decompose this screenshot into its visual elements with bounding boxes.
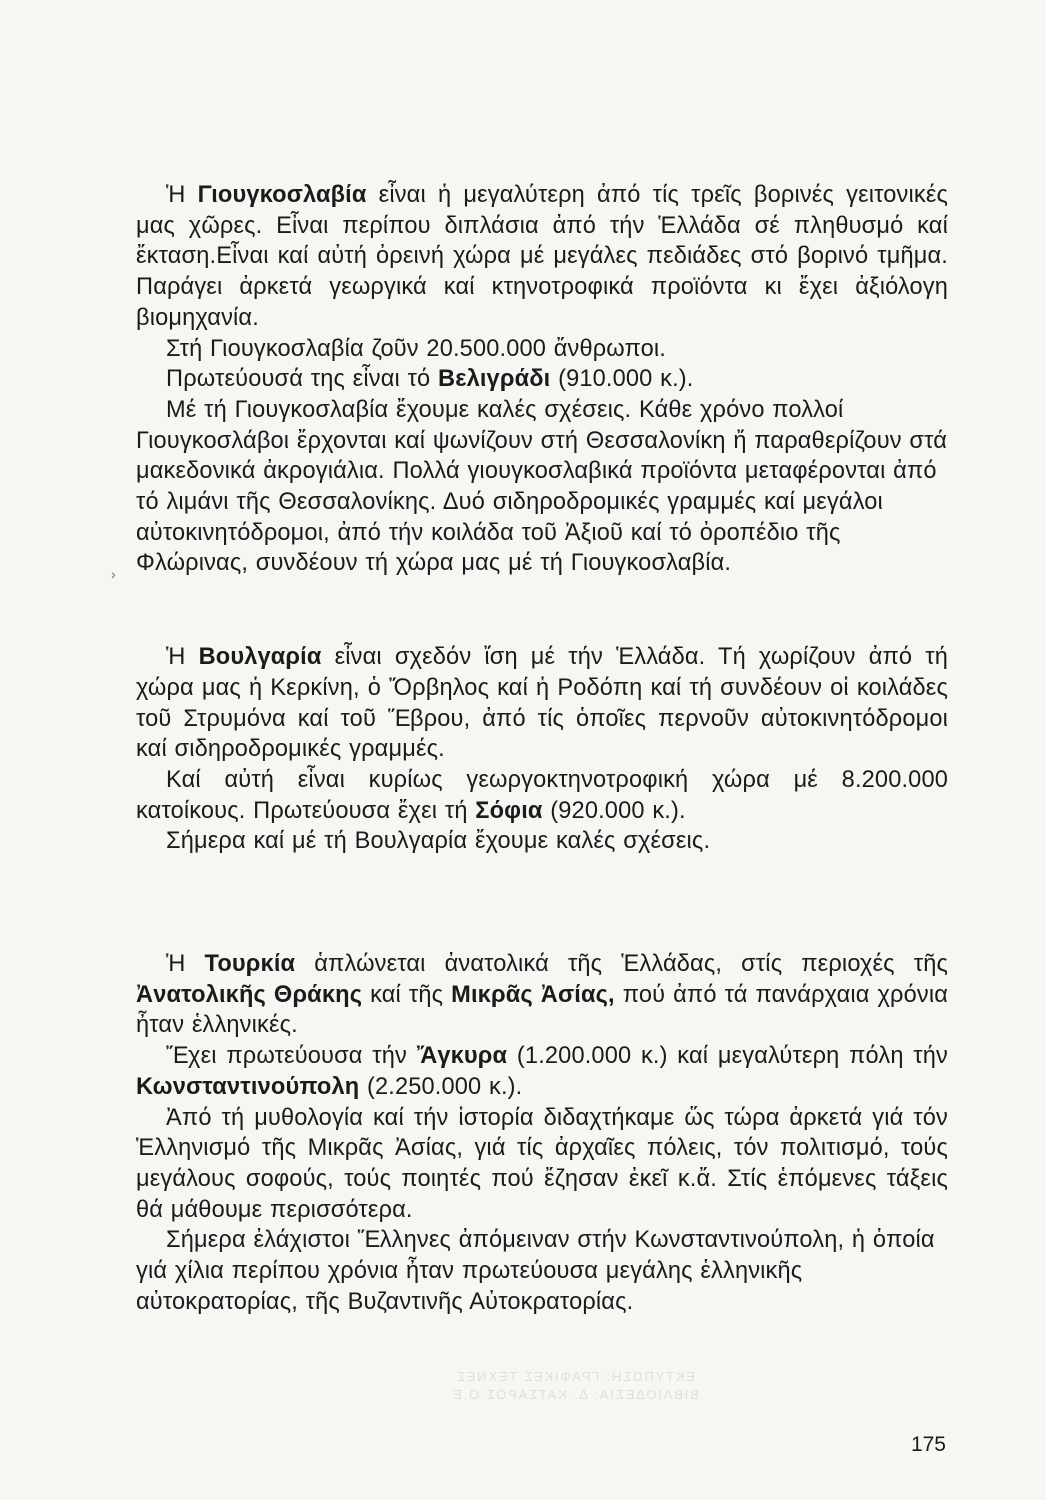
text-run: Πρωτεύουσά της εἶναι τό: [166, 366, 439, 393]
show-through-text: [405, 1368, 745, 1404]
yugoslavia-population-paragraph: Στή Γιουγκοσλαβία ζοῦν 20.500.000 ἄνθρωποι.: [166, 335, 666, 362]
capital-name-ankara: Ἄγκυρα: [416, 1043, 508, 1070]
text-run: Ἡ: [166, 182, 198, 208]
region-name-eastern-thrace: Ἀνατολικῆς Θράκης: [136, 981, 363, 1008]
show-through-line-1: ΕΚΤΥΠΩΣΗ: ΓΡΑΦΙΚΕΣ ΤΕΧΝΕΣ: [455, 1369, 695, 1384]
show-through-line-2: ΒΙΒΛΙΟΔΕΣΙΑ: Δ. ΚΑΤΣΑΡΟΣ Ο.Ε: [451, 1387, 699, 1402]
capital-name-sofia: Σόφια: [475, 797, 543, 824]
text-run: ἁπλώνεται ἀνατολικά τῆς Ἑλλάδας, στίς περιοχές τῆς: [295, 951, 948, 978]
capital-name-belgrade: Βελιγράδι: [438, 366, 551, 393]
section-yugoslavia: [136, 180, 948, 579]
text-run: (910.000 κ.).: [550, 366, 694, 393]
margin-mark: ›: [111, 566, 116, 582]
text-run: (2.250.000 κ.).: [359, 1073, 523, 1100]
country-name-bulgaria: Βουλγαρία: [198, 644, 322, 671]
city-name-constantinople: Κωνσταντινούπολη: [136, 1073, 360, 1100]
section-turkey: [136, 949, 948, 1317]
page-number: 175: [910, 1433, 946, 1456]
page-content: [136, 180, 948, 1318]
region-name-asia-minor: Μικρᾶς Ἀσίας,: [451, 981, 615, 1008]
text-run: (920.000 κ.).: [542, 797, 686, 824]
turkey-history-paragraph: Ἀπό τή μυθολογία καί τήν ἱστορία διδαχτήκαμε ὥς τώρα ἀρκετά γιά τόν Ἑλληνισμό τῆς Μικρᾶς Ἀσίας, γιά τίς ἀρχαῖες πόλεις, τόν πολιτισμό, τούς μεγάλους σοφούς, τούς ποιητές πού ἔζησαν ἐκεῖ κ.ἄ. Στίς ἑπόμενες τάξεις θά μάθουμε περισσότερα.: [136, 1104, 948, 1223]
turkey-capital-paragraph: [136, 1041, 948, 1102]
text-run: Ἔχει πρωτεύουσα τήν: [166, 1043, 417, 1070]
text-run: Ἡ: [166, 644, 199, 671]
text-run: καί τῆς: [362, 981, 452, 1008]
section-bulgaria: [136, 642, 948, 857]
yugoslavia-capital-paragraph: [136, 364, 948, 395]
text-run: πού ἀπό τά πανάρχαια χρόνια ἦταν ἑλληνικές.: [136, 981, 949, 1039]
bulgaria-intro-paragraph: [136, 642, 948, 765]
bulgaria-population-paragraph: [136, 765, 948, 826]
text-run: (1.200.000 κ.) καί μεγαλύτερη πόλη τήν: [507, 1043, 948, 1070]
text-run: εἶναι ἡ μεγαλύτερη ἀπό τίς τρεῖς βορινές γειτονικές μας χῶρες. Εἶναι περίπου διπλάσια ἀπό τήν Ἑλλάδα σέ πληθυσμό καί ἔκταση.Εἶναι καί αὐτή ὀρεινή χώρα μέ μεγάλες πεδιάδες στό βορινό τμῆμα. Παράγει ἀρκετά γεωργικά καί κτηνοτροφικά προϊόντα κι ἔχει ἀξιόλογη βιομηχανία.: [136, 182, 949, 331]
yugoslavia-intro-paragraph: [136, 180, 948, 334]
text-run: εἶναι σχεδόν ἴση μέ τήν Ἑλλάδα. Τή χωρίζουν ἀπό τή χώρα μας ἡ Κερκίνη, ὁ Ὄρβηλος καί ἡ Ροδόπη καί τή συνδέουν οἱ κοιλάδες τοῦ Στρυμόνα καί τοῦ Ἕβρου, ἀπό τίς ὁποῖες περνοῦν αὐτοκινητόδρομοι καί σιδηροδρομικές γραμμές.: [136, 644, 948, 763]
country-name-yugoslavia: Γιουγκοσλαβία: [197, 182, 367, 208]
country-name-turkey: Τουρκία: [204, 951, 296, 978]
turkey-intro-paragraph: [136, 949, 948, 1041]
turkey-greeks-paragraph: Σήμερα ἐλάχιστοι Ἕλληνες ἀπόμειναν στήν Κωνσταντινούπολη, ἡ ὁποία γιά χίλια περίπου χρόνια ἦταν πρωτεύουσα μεγάλης ἑλληνικῆς αὐτοκρατορίας, τῆς Βυζαντινῆς Αὐτοκρατορίας.: [136, 1227, 935, 1315]
text-run: Ἡ: [166, 951, 205, 978]
bulgaria-relations-paragraph: Σήμερα καί μέ τή Βουλγαρία ἔχουμε καλές σχέσεις.: [166, 828, 711, 855]
text-run: Καί αὐτή εἶναι κυρίως γεωργοκτηνοτροφική χώρα μέ 8.200.000 κατοίκους. Πρωτεύουσα ἔχει τή: [136, 766, 948, 824]
yugoslavia-relations-paragraph: Μέ τή Γιουγκοσλαβία ἔχουμε καλές σχέσεις. Κάθε χρόνο πολλοί Γιουγκοσλάβοι ἔρχονται καί ψωνίζουν στή Θεσσαλονίκη ἤ παραθερίζουν στά μακεδονικά ἀκρογιάλια. Πολλά γιουγκοσλαβικά προϊόντα μεταφέρονται ἀπό τό λιμάνι τῆς Θεσσαλονίκης. Δυό σιδηροδρομικές γραμμές καί μεγάλοι αὐτοκινητόδρομοι, ἀπό τήν κοιλάδα τοῦ Ἀξιοῦ καί τό ὀροπέδιο τῆς Φλώρινας, συνδέουν τή χώρα μας μέ τή Γιουγκοσλαβία.: [136, 396, 948, 577]
